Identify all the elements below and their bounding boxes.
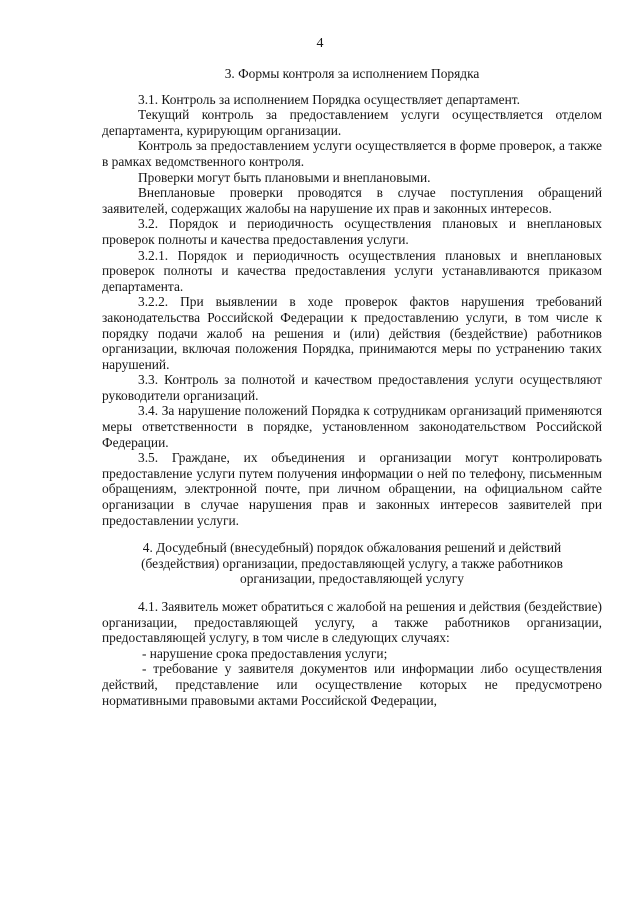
- section-4-heading-line-1: 4. Досудебный (внесудебный) порядок обжалования решений и действий: [142, 540, 562, 556]
- paragraph-4-1: 4.1. Заявитель может обратиться с жалобой на решения и действия (бездействие) организации, предоставляющей услугу, а также работников организации, предоставляющей услугу, в том числе в следующих случаях:: [102, 599, 602, 646]
- paragraph-3-4: 3.4. За нарушение положений Порядка к сотрудникам организаций применяются меры ответственности в порядке, установленном законодательством Российской Федерации.: [102, 403, 602, 450]
- paragraph-control-form: Контроль за предоставлением услуги осуществляется в форме проверок, а также в рамках ведомственного контроля.: [102, 138, 602, 169]
- paragraph-3-2-1: 3.2.1. Порядок и периодичность осуществления плановых и внеплановых проверок полноты и качества предоставления услуги устанавливаются приказом департамента.: [102, 247, 602, 294]
- paragraph-current-control: Текущий контроль за предоставлением услуги осуществляется отделом департамента, курирующим организации.: [102, 107, 602, 138]
- paragraph-3-5: 3.5. Граждане, их объединения и организации могут контролировать предоставление услуги путем получения информации о ней по телефону, письменным обращениям, электронной почте, при личном обращении, на официальном сайте организации в случае нарушения прав и законных интересов заявителей при предоставлении услуги.: [102, 450, 602, 528]
- page-number: 4: [316, 36, 324, 51]
- paragraph-3-2-2: 3.2.2. При выявлении в ходе проверок фактов нарушения требований законодательства Российской Федерации к предоставлению услуги, в том числе к порядку подачи жалоб на решения и (или) действия (бездействие) работников организации, включая положения Порядка, принимаются меры по устранению таких нарушений.: [102, 294, 602, 372]
- paragraph-3-1: 3.1. Контроль за исполнением Порядка осуществляет департамент.: [138, 91, 520, 107]
- section-4-heading: [102, 540, 602, 587]
- list-item-deadline-violation: - нарушение срока предоставления услуги;: [142, 645, 388, 661]
- paragraph-inspection-types: Проверки могут быть плановыми и внеплановыми.: [138, 169, 431, 185]
- section-3-heading: 3. Формы контроля за исполнением Порядка: [224, 66, 480, 81]
- section-4-heading-line-2: (бездействия) организации, предоставляющей услугу, а также работников: [141, 555, 563, 571]
- document-body: [102, 66, 602, 708]
- paragraph-unscheduled-inspections: Внеплановые проверки проводятся в случае поступления обращений заявителей, содержащих жалобы на нарушение их прав и законных интересов.: [102, 185, 602, 216]
- list-item-document-requirement: - требование у заявителя документов или информации либо осуществления действий, представление или осуществление которых не предусмотрено нормативными правовыми актами Российской Федерации,: [102, 661, 602, 708]
- paragraph-3-2: 3.2. Порядок и периодичность осуществления плановых и внеплановых проверок полноты и качества предоставления услуги.: [102, 216, 602, 247]
- paragraph-3-3: 3.3. Контроль за полнотой и качеством предоставления услуги осуществляют руководители организаций.: [102, 372, 602, 403]
- section-4-heading-line-3: организации, предоставляющей услугу: [240, 571, 464, 587]
